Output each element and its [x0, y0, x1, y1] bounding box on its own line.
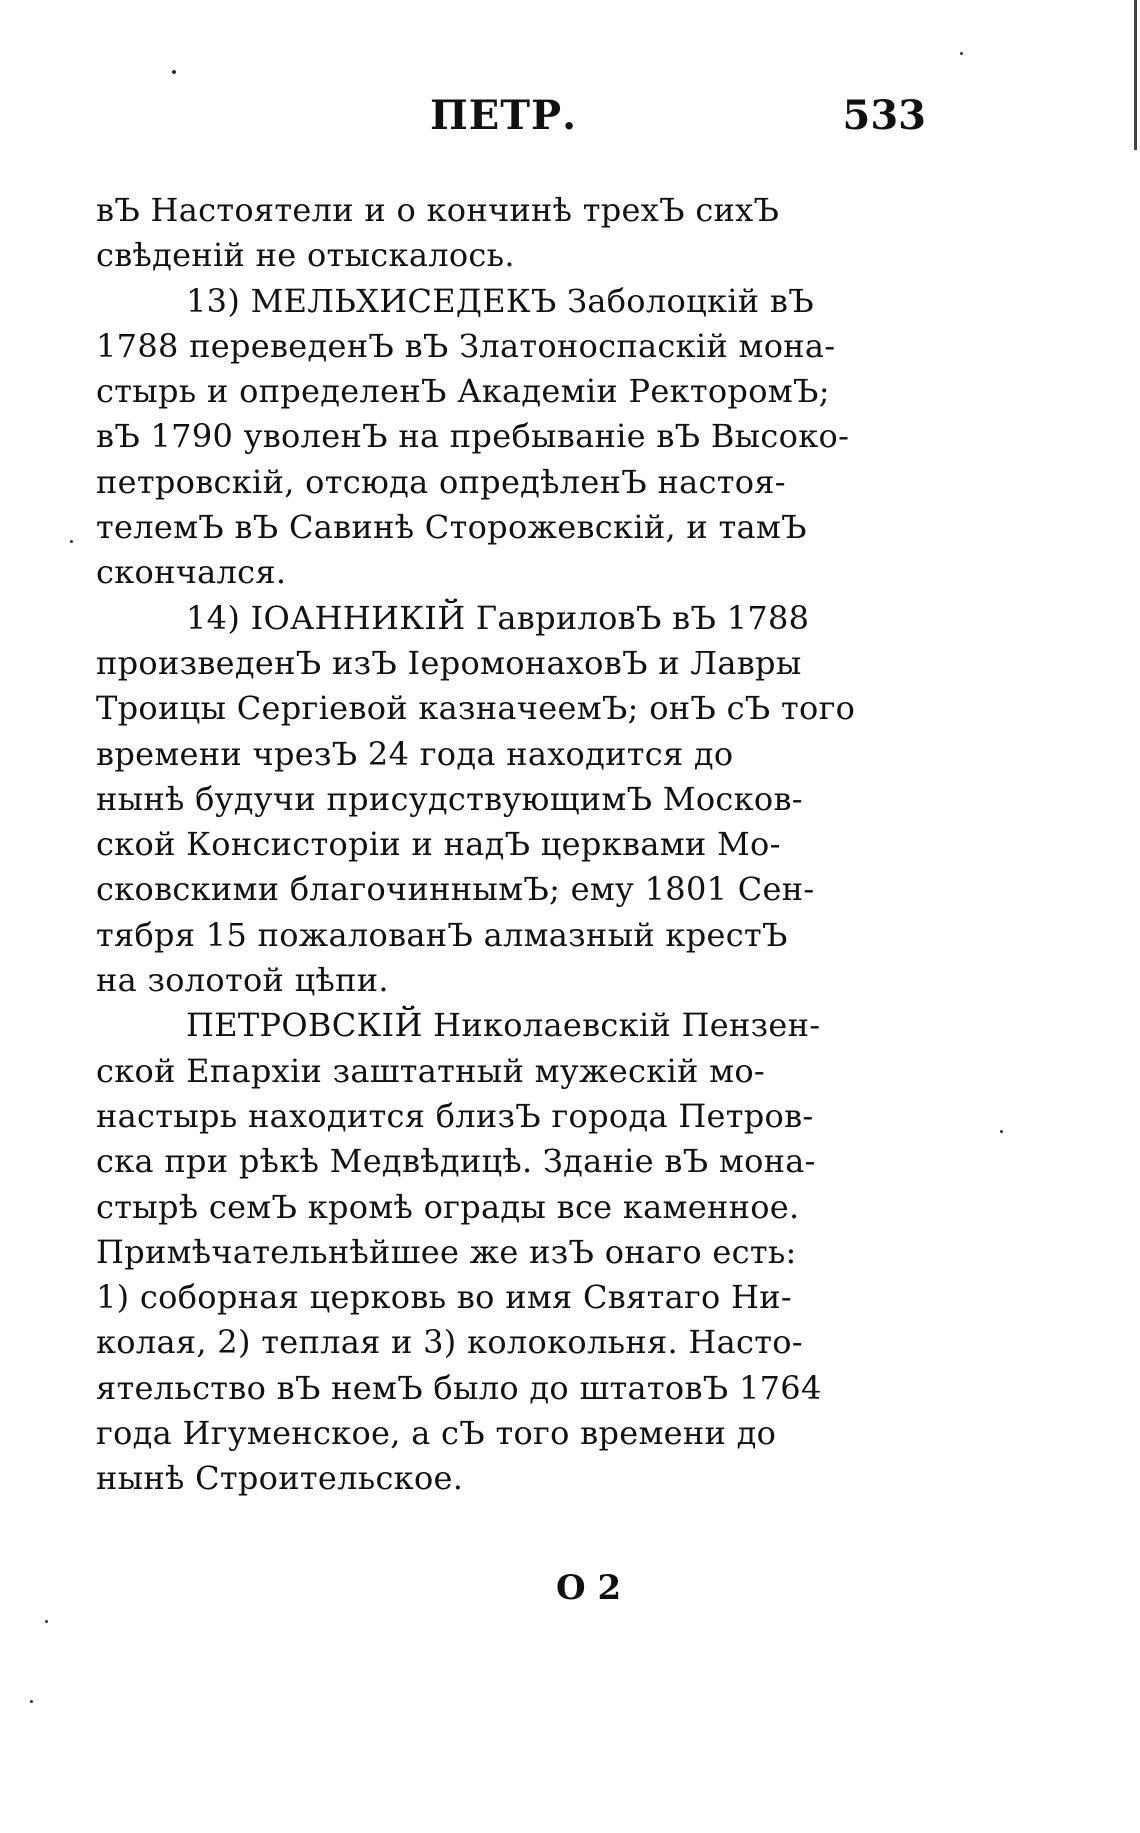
- text-line: стырѣ семЪ кромѣ ограды все каменное.: [96, 1187, 800, 1226]
- signature-mark: O 2: [556, 1568, 622, 1608]
- page-edge-line: [1134, 0, 1137, 150]
- running-head: ПЕТР.: [430, 92, 578, 139]
- text-line: года Игуменское, а сЪ того времени до: [96, 1414, 777, 1453]
- print-speck: [45, 1620, 48, 1623]
- print-speck: [1000, 1130, 1003, 1133]
- page-header: [430, 92, 930, 152]
- entry-heading-line: ПЕТРОВСКІЙ Николаевскій Пензен-: [186, 1006, 821, 1045]
- text-line: стырь и определенЪ Академіи РекторомЪ;: [96, 372, 830, 411]
- text-line: ятельство вЪ немЪ было до штатовЪ 1764: [96, 1368, 822, 1407]
- body-text: [96, 188, 922, 1502]
- text-line: Троицы Сергіевой казначеемЪ; онЪ сЪ того: [96, 689, 856, 728]
- page-number: 533: [842, 92, 926, 139]
- text-line: колая, 2) теплая и 3) колокольня. Насто-: [96, 1323, 803, 1362]
- text-line: петровскій, отсюда опредѣленЪ настоя-: [96, 462, 786, 501]
- entry-heading-line: 13) МЕЛЬХИСЕДЕКЪ Заболоцкій вЪ: [186, 281, 814, 320]
- text-line: настырь находится близЪ города Петров-: [96, 1096, 814, 1135]
- text-line: нынѣ будучи присудствующимЪ Москов-: [96, 779, 803, 818]
- entry-heading-line: 14) IОАННИКІЙ ГавриловЪ вЪ 1788: [186, 598, 810, 637]
- text-line: телемЪ вЪ Савинѣ Сторожевскій, и тамЪ: [96, 508, 807, 547]
- text-line: нынѣ Строительское.: [96, 1459, 464, 1498]
- text-line: сковскими благочиннымЪ; ему 1801 Сен-: [96, 870, 815, 909]
- print-speck: [960, 52, 963, 55]
- text-line: вЪ Настоятели и о кончинѣ трехЪ сихЪ: [96, 191, 780, 229]
- text-line: ской Епархіи заштатный мужескій мо-: [96, 1051, 765, 1090]
- text-line: Примѣчательнѣйшее же изЪ онаго есть:: [96, 1232, 797, 1271]
- text-line: ской Консисторіи и надЪ церквами Мо-: [96, 825, 781, 864]
- text-line: 1788 переведенЪ вЪ Златоноспаскій мона-: [96, 326, 836, 365]
- print-speck: [172, 70, 176, 74]
- text-line: произведенЪ изЪ IеромонаховЪ и Лавры: [96, 643, 802, 682]
- text-line: на золотой цѣпи.: [96, 961, 389, 1000]
- text-line: 1) соборная церковь во имя Святаго Ни-: [96, 1278, 793, 1317]
- text-line: тября 15 пожалованЪ алмазный крестЪ: [96, 915, 788, 954]
- text-line: ска при рѣкѣ Медвѣдицѣ. Зданіе вЪ мона-: [96, 1142, 816, 1181]
- text-line: скончался.: [96, 553, 287, 592]
- text-line: времени чрезЪ 24 года находится до: [96, 734, 734, 773]
- print-speck: [30, 1700, 33, 1703]
- text-line: свѣденій не отыскалось.: [96, 236, 515, 275]
- text-line: вЪ 1790 уволенЪ на пребываніе вЪ Высоко-: [96, 417, 850, 456]
- print-speck: [70, 540, 73, 543]
